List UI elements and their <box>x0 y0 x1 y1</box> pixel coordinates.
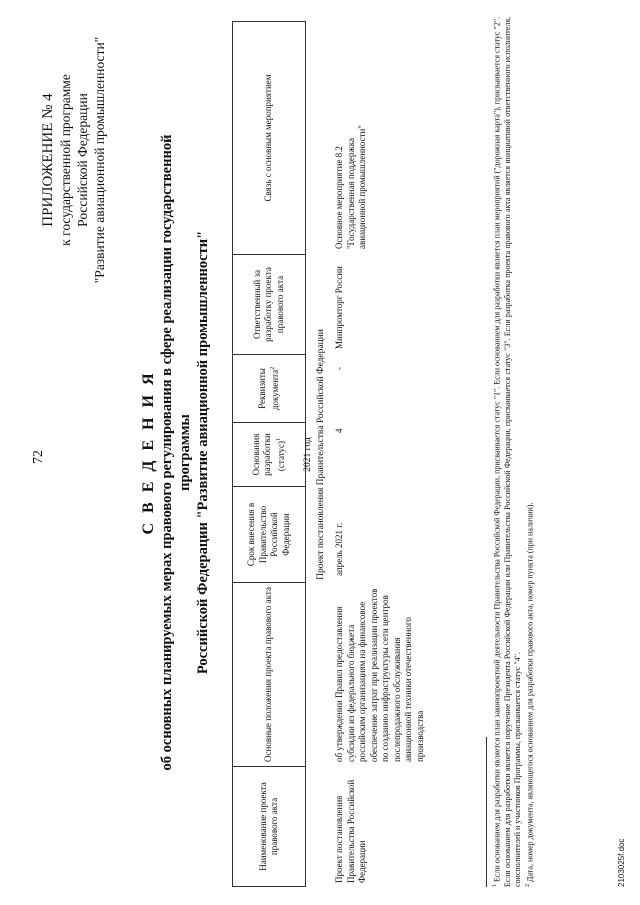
title-heading: С В Е Д Е Н И Я <box>140 370 157 535</box>
row-status: 4 <box>334 428 344 433</box>
table-header-row <box>233 22 306 887</box>
measures-table <box>232 21 306 887</box>
row-deadline: апрель 2021 г. <box>334 522 344 576</box>
footnotes <box>490 17 536 887</box>
footnote-1: $^1$ Если основанием для разработки является план законопроектной деятельности Правительства Российской Федерации, присваивается статус "1". Если основанием для разработки является план мероприятий ("дорожная карта"), присваивается статус "2". Если основанием для разработки является поручение Президента Российской Федерации или Правительства Российской Федерации, присваивается статус "3". Если разработка проекта правового акта является инициативой ответственного исполнителя, соисполнителей и участников Программы, присваивается статус "4". <box>492 16 523 887</box>
header-cell: Основные положения проекта правового акта <box>233 583 306 767</box>
header-cell: Связь с основным мероприятием <box>233 22 306 255</box>
row-name: Проект постановления Правительства Российской Федерации <box>334 779 367 883</box>
year-label: 2021 год <box>303 437 313 472</box>
title-line: об основных планируемых мерах правового регулирования в сфере реализации государственной программы <box>159 134 193 771</box>
appendix-title: ПРИЛОЖЕНИЕ № 4 <box>40 93 56 227</box>
page-number: 72 <box>31 450 46 464</box>
header-cell: Наименование проекта правового акта <box>233 767 306 887</box>
row-provisions: об утверждении Правил предоставления субсидии из федерального бюджета российским организациям на финансовое обеспечение затрат при реализации проектов по созданию инфраструктуры сети центров послепродажного обслуживания авиационной техники отечественного производства <box>334 588 425 762</box>
appendix-line: Российской Федерации <box>75 93 90 227</box>
row-responsible: Минпромторг России <box>334 266 344 349</box>
appendix-header <box>40 25 108 295</box>
appendix-line: "Развитие авиационной промышленности" <box>92 36 107 284</box>
row-requisites: - <box>334 367 344 370</box>
row-link: Основное мероприятие 8.2 "Государственная поддержка авиационной промышленности" <box>334 125 367 249</box>
footnote-2: $^2$ Дата, номер документа, являющегося основанием для разработки правового акта, номер пункта (при наличии). <box>525 502 535 887</box>
document-title <box>140 100 212 805</box>
header-cell: Ответственный за разработку проекта правового акта <box>233 255 306 355</box>
header-cell: Основания разработки (статус)$^1$ <box>233 423 306 487</box>
header-cell: Реквизиты документа$^2$ <box>233 355 306 423</box>
footnote-divider <box>486 737 487 887</box>
section-label: Проект постановления Правительства Российской Федерации <box>316 329 326 580</box>
document-id: 2103025f.doc <box>617 838 626 887</box>
appendix-line: к государственной программе <box>58 74 73 246</box>
header-cell: Срок внесения в Правительство Российской Федерации <box>233 487 306 583</box>
title-line: Российской Федерации "Развитие авиационной промышленности" <box>195 230 211 675</box>
